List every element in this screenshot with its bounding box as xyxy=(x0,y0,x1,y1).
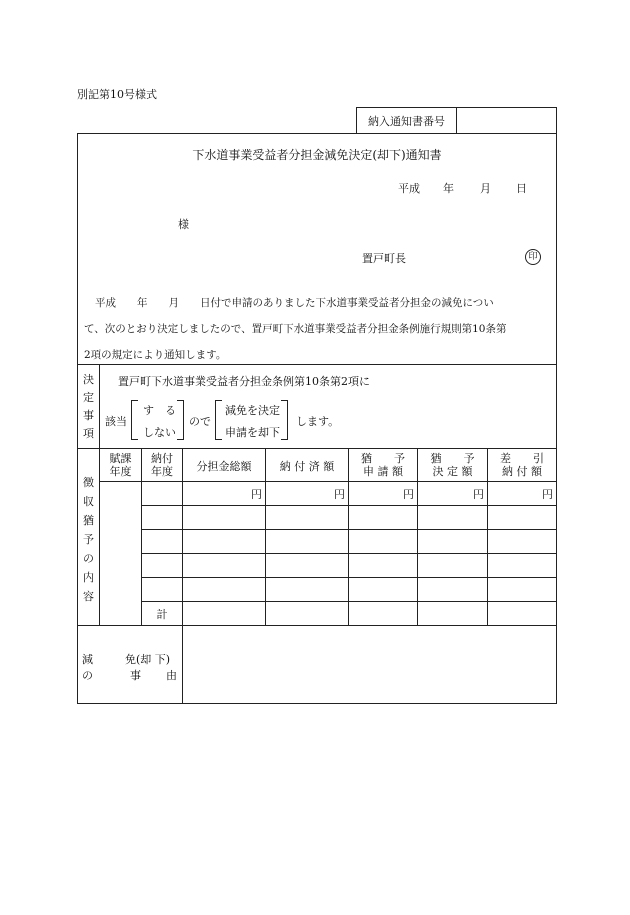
body-line-2: て、次のとおり決定しましたので、置戸町下水道事業受益者分担金条例施行規則第10条第 xyxy=(84,323,507,335)
option-suru[interactable]: す る xyxy=(143,404,176,417)
reason-label: 減 免(却 下) の 事 由 xyxy=(82,653,177,682)
notice-number-label: 納入通知書番号 xyxy=(368,115,445,128)
collection-label: 徴 収 猶 予 の 内 容 xyxy=(83,476,94,603)
yen-mark: 円 xyxy=(251,488,262,501)
body-line-3: 2項の規定により通知します。 xyxy=(84,349,227,361)
year-label: 年 xyxy=(443,182,454,195)
notice-number-field[interactable] xyxy=(457,108,555,132)
header-net-payment: 差 引 納 付 額 xyxy=(500,452,544,478)
issuer-name: 置戸町長 xyxy=(362,252,406,265)
shimasu-label: します。 xyxy=(296,415,340,428)
seal-mark: 印 xyxy=(525,249,541,265)
body-line-1: 平成 年 月 日付で申請のありました下水道事業受益者分担金の減免につい xyxy=(95,297,494,309)
total-label: 計 xyxy=(156,608,168,621)
gaito-label: 該当 xyxy=(105,415,127,428)
yen-mark: 円 xyxy=(542,488,553,501)
header-requested-deferral: 猶 予 申 請 額 xyxy=(361,452,405,478)
header-paid-amount: 納 付 済 額 xyxy=(279,460,335,473)
option-shinai[interactable]: しない xyxy=(143,426,176,439)
yen-mark: 円 xyxy=(473,488,484,501)
option-kyakka[interactable]: 申請を却下 xyxy=(225,426,280,439)
header-decided-deferral: 猶 予 決 定 額 xyxy=(430,452,475,478)
date-line xyxy=(398,180,548,196)
header-total-amount: 分担金総額 xyxy=(196,460,252,473)
yen-mark: 円 xyxy=(334,488,345,501)
day-label: 日 xyxy=(516,182,527,195)
month-label: 月 xyxy=(480,182,491,195)
header-fuka-nendo: 賦課 年度 xyxy=(109,452,132,478)
decision-line-1: 置戸町下水道事業受益者分担金条例第10条第2項に xyxy=(118,375,370,388)
notice-body xyxy=(84,290,554,368)
yen-mark: 円 xyxy=(403,488,414,501)
node-label: ので xyxy=(189,415,211,428)
recipient-suffix: 様 xyxy=(178,218,189,231)
era-label: 平成 xyxy=(398,182,420,195)
option-genmen[interactable]: 減免を決定 xyxy=(225,404,280,417)
document-title: 下水道事業受益者分担金減免決定(却下)通知書 xyxy=(192,148,442,162)
reason-field[interactable] xyxy=(183,626,556,703)
decision-label: 決 定 事 項 xyxy=(83,373,94,440)
header-nofu-nendo: 納付 年度 xyxy=(151,452,173,478)
form-number-label: 別記第10号様式 xyxy=(77,88,157,101)
